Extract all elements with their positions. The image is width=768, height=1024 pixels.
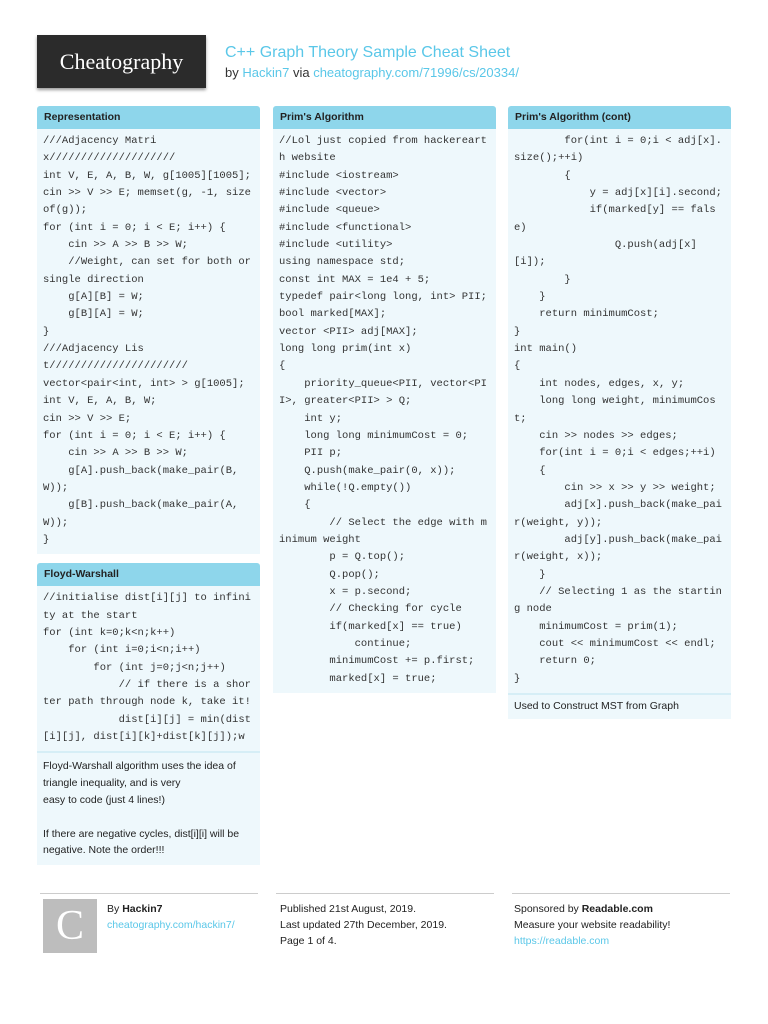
- published-date: Published 21st August, 2019.: [280, 903, 417, 915]
- section-prims-algorithm-cont: [508, 106, 731, 719]
- section-floyd-warshall: [37, 563, 260, 865]
- column-2: [273, 106, 496, 693]
- author-link[interactable]: Hackin7: [242, 65, 290, 80]
- sponsor-link[interactable]: https://readable.com: [514, 935, 610, 947]
- page-number: Page 1 of 4.: [280, 935, 337, 947]
- author-profile-link[interactable]: cheatography.com/hackin7/: [107, 919, 235, 931]
- section-title: Prim's Algorithm: [273, 106, 496, 129]
- sponsor-line: [514, 901, 653, 917]
- note-text: Used to Construct MST from Graph: [508, 693, 731, 719]
- footer-author-name[interactable]: Hackin7: [122, 903, 163, 915]
- sponsor-url[interactable]: [514, 933, 609, 949]
- code-block: for(int i = 0;i < adj[x].size();++i) { y = adj[x][i].second; if(marked[y] == false) Q.push(adj[x][i]); } } return minimumCost; } int main() { int nodes, edges, x, y; long long weight, minimumCost; cin >> nodes >> edges; for(int i = 0;i < edges;++i) { cin >> x >> y >> weight; adj[x].push_back(make_pair(weight, y)); adj[y].push_back(make_pair(weight, x)); } // Selecting 1 as the starting node minimumCost = prim(1); cout << minimumCost << endl; return 0; }: [508, 129, 731, 693]
- footer-divider: [512, 893, 730, 894]
- description-text: Floyd-Warshall algorithm uses the idea of triangle inequality, and is very easy to code (just 4 lines!) If there are negative cycles, dist[i][i] will be negative. Note the order!!!: [37, 751, 260, 865]
- column-3: [508, 106, 731, 719]
- footer-divider: [40, 893, 258, 894]
- section-representation: [37, 106, 260, 554]
- by-prefix: By: [107, 903, 120, 915]
- column-1: [37, 106, 260, 865]
- sponsor-prefix: Sponsored by: [514, 903, 579, 915]
- cheatography-logo[interactable]: Cheatography: [37, 35, 206, 88]
- sponsor-tagline: Measure your website readability!: [514, 919, 671, 931]
- updated-date: Last updated 27th December, 2019.: [280, 919, 447, 931]
- code-block: ///Adjacency Matrix//////////////////// int V, E, A, B, W, g[1005][1005]; cin >> V >> E; memset(g, -1, sizeof(g)); for (int i = 0; i < E; i++) { cin >> A >> B >> W; //Weight, can set for both or single direction g[A][B] = W; g[B][A] = W; } ///Adjacency List////////////////////// vector<pair<int, int> > g[1005]; int V, E, A, B, W; cin >> V >> E; for (int i = 0; i < E; i++) { cin >> A >> B >> W; g[A].push_back(make_pair(B, W)); g[B].push_back(make_pair(A, W)); }: [37, 129, 260, 554]
- by-prefix: by: [225, 65, 239, 80]
- footer-author-url[interactable]: [107, 917, 235, 933]
- avatar[interactable]: C: [43, 899, 97, 953]
- sheet-url-link[interactable]: cheatography.com/71996/cs/20334/: [313, 65, 519, 80]
- page-title: C++ Graph Theory Sample Cheat Sheet: [225, 44, 511, 61]
- section-title: Floyd-Warshall: [37, 563, 260, 586]
- code-block: //Lol just copied from hackerearth website #include <iostream> #include <vector> #include <queue> #include <functional> #include <utility> using namespace std; const int MAX = 1e4 + 5; typedef pair<long long, int> PII; bool marked[MAX]; vector <PII> adj[MAX]; long long prim(int x) { priority_queue<PII, vector<PII>, greater<PII> > Q; int y; long long minimumCost = 0; PII p; Q.push(make_pair(0, x)); while(!Q.empty()) { // Select the edge with minimum weight p = Q.top(); Q.pop(); x = p.second; // Checking for cycle if(marked[x] == true) continue; minimumCost += p.first; marked[x] = true;: [273, 129, 496, 693]
- byline: [225, 65, 519, 80]
- section-title: Prim's Algorithm (cont): [508, 106, 731, 129]
- code-block: //initialise dist[i][j] to infinity at the start for (int k=0;k<n;k++) for (int i=0;i<n;i++) for (int j=0;j<n;j++) // if there is a shorter path through node k, take it! dist[i][j] = min(dist[i][j], dist[i][k]+dist[k][j]);w: [37, 586, 260, 751]
- section-title: Representation: [37, 106, 260, 129]
- footer-author-line: [107, 901, 162, 917]
- section-prims-algorithm: [273, 106, 496, 693]
- via-text: via: [292, 65, 310, 80]
- sponsor-name[interactable]: Readable.com: [581, 903, 653, 915]
- footer-divider: [276, 893, 494, 894]
